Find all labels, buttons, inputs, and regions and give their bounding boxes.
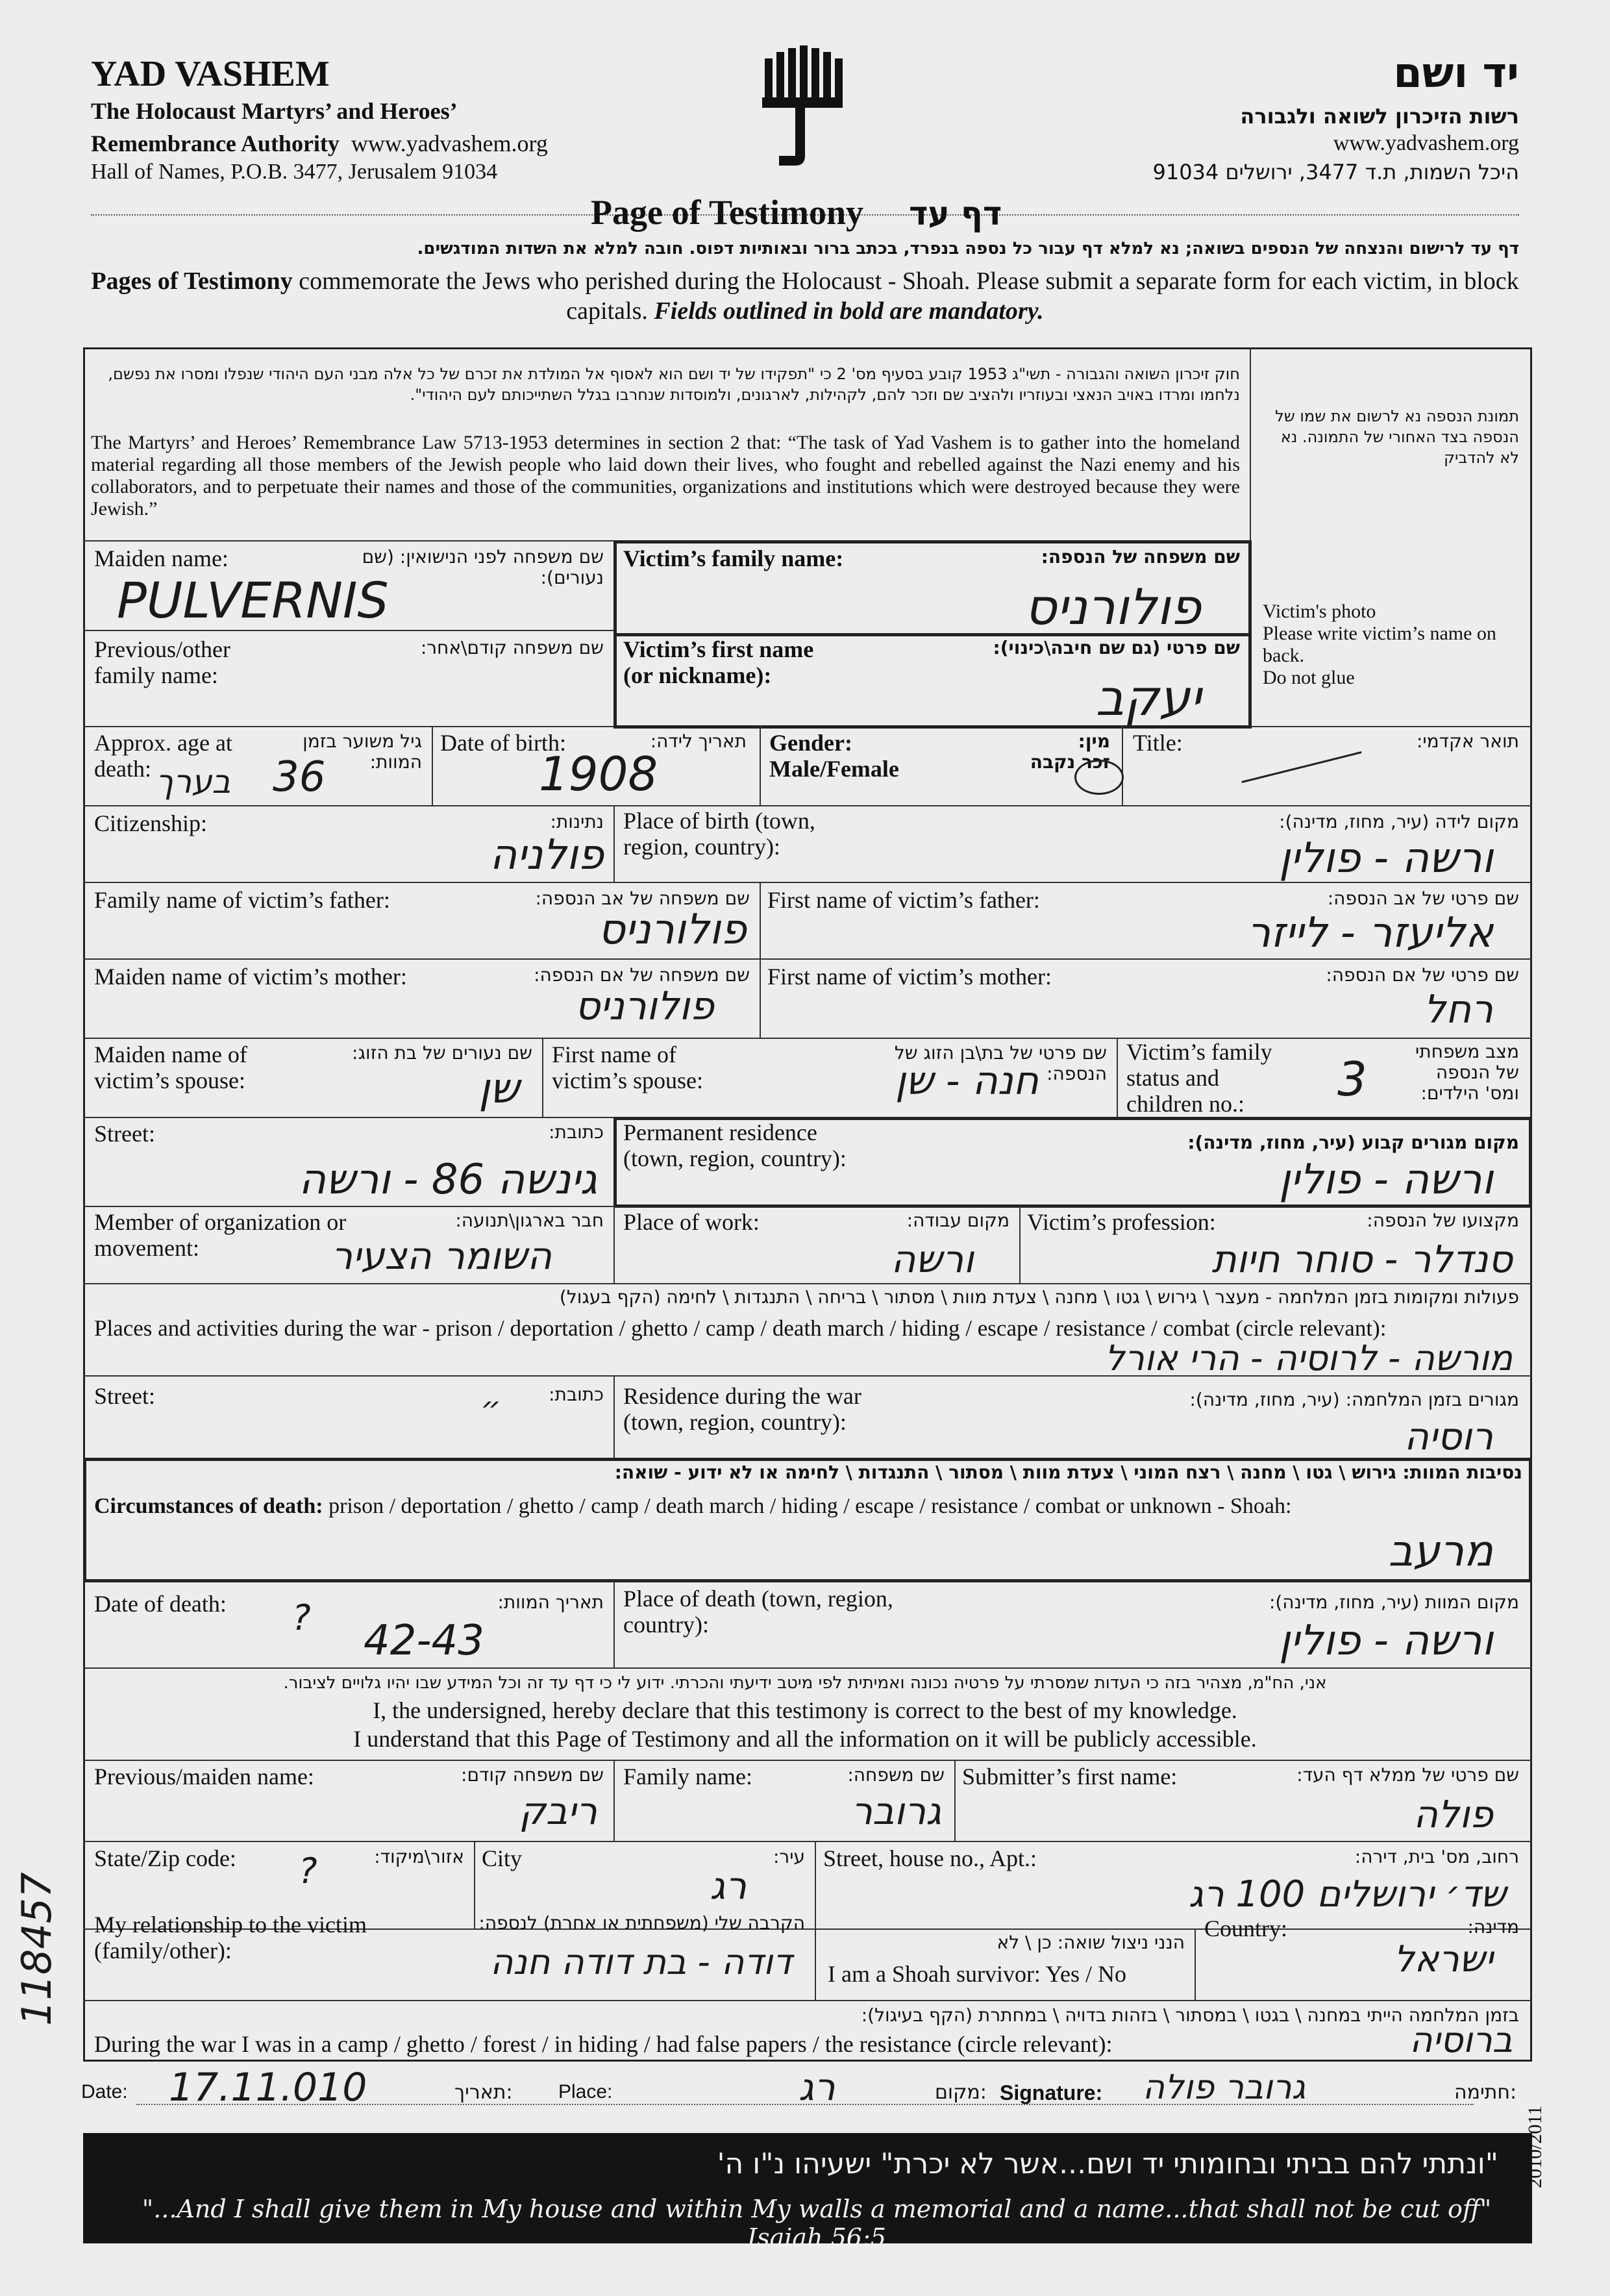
prev-family-label-he: שם משפחה קודם\אחר: (420, 637, 604, 658)
citizenship-value: פולניה (489, 831, 604, 879)
age-value: 36 (273, 753, 326, 801)
photo-note-he: תמונת הנספה נא לרשום את שמו של הנספה בצד האחורי של התמונה. נא לא להדביק (1275, 407, 1519, 467)
victim-first-label: Victim’s first name (or nickname): (623, 636, 814, 688)
submitter-war-label: During the war I was in a camp / ghetto / forest / in hiding / had false papers / the resistance (circle relevant): (94, 2031, 1113, 2057)
zip-value: ? (299, 1851, 317, 1891)
prev-family-label: Previous/other family name: (94, 636, 230, 688)
city-label: City (482, 1845, 523, 1871)
submitter-family-label-he: שם משפחה: (847, 1764, 945, 1786)
org-label: Member of organization or movement: (94, 1209, 347, 1261)
pod-value: ורשה - פולין (1278, 1617, 1493, 1665)
mother-maiden-label-he: שם משפחה של אם הנספה: (534, 964, 750, 986)
address-en: Hall of Names, P.O.B. 3477, Jerusalem 91034 (91, 160, 498, 184)
perm-res-label-he: מקום מגורים קבוע (עיר, מחוז, מדינה): (1187, 1132, 1519, 1153)
form-year: 2010/2011 (1524, 2105, 1546, 2188)
declaration-en: I, the undersigned, hereby declare that this testimony is correct to the best of my knowledge. I understand that this Page of Testimony and all the information on it will be publicly accessible. (353, 1697, 1257, 1752)
relationship-label: My relationship to the victim (family/other): (94, 1912, 367, 1964)
gender-circle-mark[interactable] (1074, 760, 1124, 795)
street-label-he: כתובת: (549, 1121, 604, 1143)
zip-label-he: אזור\מיקוד: (374, 1846, 464, 1867)
citizenship-label: Citizenship: (94, 810, 207, 836)
street-value: גינשה 86 - ורשה (299, 1156, 597, 1204)
spouse-first-label-he: שם פרטי של בת\בן הזוג של הנספה: (894, 1042, 1107, 1084)
quote-band (83, 2133, 1532, 2252)
victim-family-value: פולורניס (1024, 578, 1201, 636)
submitter-street-label: Street, house no., Apt.: (823, 1845, 1037, 1871)
work-label: Place of work: (623, 1209, 760, 1235)
gender-label-he: מין: זכר נקבה (1030, 730, 1110, 773)
submitter-prev-name-label: Previous/maiden name: (94, 1764, 314, 1790)
signature-label-he: חתימה: (1454, 2081, 1517, 2104)
submitter-prev-name-value: ריבק (519, 1789, 597, 1833)
law-en: The Martyrs’ and Heroes’ Remembrance Law 5713-1953 determines in section 2 that: “The task of Yad Vashem is to gather into the homeland material regarding all those members of the Jewish people who laid down their lives, who fought and rebelled against the Nazi enemy and his collaborators, and to perpetuate their names and those of the communities, organizations and institutions which were destroyed because they were Jewish.” (91, 432, 1240, 519)
dod-question-mark: ? (292, 1597, 311, 1638)
profession-value: סנדלר - סוחר חיות (1211, 1237, 1513, 1281)
father-family-value: פולורניס (598, 906, 747, 954)
intro-en: Pages of Testimony commemorate the Jews who perished during the Holocaust - Shoah. Please submit a separate form for each victim, in block capitals. Fields outlined in bold are mandatory. (91, 268, 1519, 325)
war-activities-value: מורשה - לרוסיה - הרי אורל (1104, 1338, 1513, 1379)
work-label-he: מקום עבודה: (906, 1210, 1009, 1231)
country-value: ישראל (1393, 1938, 1493, 1980)
submitter-first-label-he: שם פרטי של ממלא דף העד: (1296, 1764, 1519, 1786)
war-res-value: רוסיה (1404, 1414, 1493, 1458)
spouse-maiden-label: Maiden name of victim’s spouse: (94, 1042, 247, 1093)
place-value: רג (799, 2065, 836, 2109)
profession-label: Victim’s profession: (1027, 1209, 1216, 1235)
place-label: Place: (558, 2081, 613, 2103)
family-status-label-he: מצב משפחתי של הנספה ומס' הילדים: (1415, 1041, 1519, 1104)
relationship-label-he: הקרבה שלי (משפחתית או אחרת) לנספה: (478, 1912, 805, 1934)
org-label-he: חבר בארגון\תנועה: (455, 1210, 604, 1231)
war-res-label: Residence during the war (town, region, country): (623, 1383, 861, 1435)
victim-first-value: יעקב (1095, 669, 1201, 727)
father-first-label: First name of victim’s father: (767, 887, 1040, 913)
spouse-first-label: First name of victim’s spouse: (552, 1042, 703, 1093)
perm-res-value: ורשה - פולין (1278, 1156, 1493, 1204)
mother-first-label-he: שם פרטי של אם הנספה: (1326, 964, 1519, 986)
father-family-label: Family name of victim’s father: (94, 887, 390, 913)
father-first-label-he: שם פרטי של אב הנספה: (1327, 888, 1519, 909)
declaration-he: אני, הח"מ, מצהיר בזה כי העדות שמסרתי על פרטיה נכונה ואמיתית לפי מיטב ידיעתי והכרתי. ידוע לי כי דף עד זה וכל המידע שבו יהיו גלויים לציבור. (283, 1673, 1327, 1693)
menorah-logo (760, 45, 844, 175)
date-label: Date: (81, 2081, 128, 2103)
death-circ-label: Circumstances of death: prison / deportation / ghetto / camp / death march / hiding / escape / resistance / combat or unknown - Shoah: (94, 1494, 1292, 1518)
zip-label: State/Zip code: (94, 1845, 236, 1871)
submitter-prev-name-label-he: שם משפחה קודם: (461, 1764, 604, 1786)
title-label: Title: (1133, 730, 1183, 756)
pob-label: Place of birth (town, region, country): (623, 808, 815, 860)
father-first-value: אליעזר - לייזר (1247, 909, 1493, 957)
title-label-he: תואר אקדמי: (1416, 730, 1519, 752)
age-value-note: בערך (156, 763, 231, 801)
submitter-first-label: Submitter’s first name: (962, 1764, 1178, 1790)
street-label: Street: (94, 1121, 155, 1147)
form-title-he: דף עד (909, 195, 1002, 232)
war-street-label: Street: (94, 1383, 155, 1409)
age-label-he: גיל משוער בזמן המוות: (303, 730, 422, 773)
dod-value: 42-43 (364, 1617, 484, 1665)
submitter-war-value: ברוסיה (1409, 2019, 1513, 2060)
victim-family-label: Victim’s family name: (623, 545, 844, 571)
submitter-war-label-he: בזמן המלחמה הייתי במחנה \ בגטו \ במסתור \ בזהות בדויה \ במחתרת (הקף בעיגול): (861, 2004, 1519, 2026)
dod-label-he: תאריך המוות: (497, 1591, 604, 1613)
profession-label-he: מקצועו של הנספה: (1367, 1210, 1519, 1231)
org-name-en: YAD VASHEM (91, 54, 330, 94)
date-value: 17.11.010 (169, 2065, 367, 2110)
war-street-value: ״ (480, 1390, 502, 1427)
quote-en: "...And I shall give them in My house and within My walls a memorial and a name...that shall not be cut off" Isaiah 56:5 (142, 2195, 1492, 2252)
survivor-label: I am a Shoah survivor: Yes / No (828, 1961, 1126, 1987)
dod-label: Date of death: (94, 1591, 227, 1617)
quote-he: "ונתתי להם בביתי ובחומותי יד ושם...אשר לא יכרת" ישעיהו נ"ו ה' (717, 2147, 1498, 2180)
submitter-street-value: שד׳ ירושלים 100 רג (1188, 1873, 1506, 1915)
mother-first-value: רחל (1423, 987, 1493, 1032)
father-family-label-he: שם משפחה של אב הנספה: (535, 888, 750, 909)
address-he: היכל השמות, ת.ד 3477, ירושלים 91034 (1152, 160, 1519, 184)
pob-value: ורשה - פולין (1278, 834, 1493, 882)
submitter-first-value: פולה (1413, 1792, 1493, 1836)
victim-first-label-he: שם פרטי (גם שם חיבה\כינוי): (993, 637, 1240, 658)
country-label: Country: (1204, 1915, 1288, 1941)
dob-label: Date of birth: (440, 730, 566, 756)
victim-family-label-he: שם משפחה של הנספה: (1041, 546, 1240, 568)
maiden-name-label-he: שם משפחה לפני הנישואין: (שם נעורים): (362, 546, 604, 588)
org-name-he: יד ושם (1393, 49, 1519, 97)
citizenship-label-he: נתינות: (550, 811, 604, 832)
city-label-he: עיר: (773, 1846, 805, 1867)
work-value: ורשה (891, 1237, 974, 1281)
spouse-maiden-label-he: שם נעורים של בת הזוג: (352, 1042, 532, 1064)
spouse-maiden-value: שן (478, 1065, 519, 1113)
place-label-he: מקום: (935, 2081, 987, 2104)
war-activities-label: Places and activities during the war - prison / deportation / ghetto / camp / death march / hiding / escape / resistance / combat (circle relevant): (94, 1316, 1387, 1341)
pod-label: Place of death (town, region, country): (623, 1586, 893, 1638)
date-label-he: תאריך: (454, 2081, 513, 2104)
mother-maiden-value: פולורניס (575, 984, 714, 1029)
age-label: Approx. age at death: (94, 730, 232, 782)
dob-label-he: תאריך לידה: (650, 730, 747, 752)
dob-value: 1908 (539, 747, 658, 801)
intro-he: דף עד לרישום והנצחה של הנספים בשואה; נא למלא דף עבור כל נספה בנפרד, בכתב ברור ובאותיות דפוס. חובה למלא את השדות המודגשים. (417, 239, 1519, 258)
city-value: רג (710, 1864, 747, 1908)
org-sub-en-2: Remembrance Authority www.yadvashem.org (91, 131, 548, 156)
death-circ-value: מרעב (1388, 1526, 1493, 1576)
war-activities-label-he: פעולות ומקומות בזמן המלחמה - מעצר \ גירוש \ גטו \ מחנה \ צעדת מוות \ מסתור \ בריחה \ התנגדות \ לחימה (הקף בעגול) (559, 1286, 1519, 1308)
signature-value: גרובר פולה (1143, 2068, 1306, 2107)
country-label-he: מדינה: (1467, 1916, 1519, 1938)
maiden-name-label: Maiden name: (94, 545, 229, 571)
org-sub-he: רשות הזיכרון לשואה ולגבורה (1240, 104, 1519, 129)
family-status-value: 3 (1337, 1052, 1367, 1106)
gender-label: Gender: Male/Female (769, 730, 899, 782)
pod-label-he: מקום המוות (עיר, מחוז, מדינה): (1269, 1591, 1519, 1613)
mother-first-label: First name of victim’s mother: (767, 964, 1052, 990)
signature-label: Signature: (1000, 2081, 1103, 2104)
website-right: www.yadvashem.org (1333, 131, 1519, 155)
maiden-name-value: PULVERNIS (117, 571, 389, 629)
form-title-en: Page of Testimony (591, 193, 864, 232)
org-value: השומר הצעיר (331, 1234, 552, 1278)
relationship-value: דודה - בת דודה חנה (490, 1941, 792, 1982)
mother-maiden-label: Maiden name of victim’s mother: (94, 964, 407, 990)
war-res-label-he: מגורים בזמן המלחמה: (עיר, מחוז, מדינה): (1189, 1389, 1519, 1410)
family-status-label: Victim’s family status and children no.: (1126, 1039, 1272, 1117)
submitter-street-label-he: רחוב, מס' בית, דירה: (1354, 1846, 1519, 1867)
submitter-family-value: גרובר (851, 1789, 941, 1833)
law-he: חוק זיכרון השואה והגבורה - תשי"ג 1953 קובע בסעיף מס' 2 כי "תפקידו של יד ושם הוא לאסוף אל המולדת את זכרם של כל אלה מבני העם היהודי שנפלו ומסרו את נפשם, נלחמו ומרדו באויב הנאצי ובעוזריו ולהציב שם וזכר להם, לקהילות, לארגונים, ולמוסדות שנחרבו בגלל השתייכותם לעם היהודי". (108, 365, 1240, 404)
perm-res-label: Permanent residence (town, region, country): (623, 1119, 847, 1171)
war-street-label-he: כתובת: (549, 1384, 604, 1405)
submitter-family-label: Family name: (623, 1764, 752, 1790)
survivor-label-he: הנני ניצול שואה: כן \ לא (997, 1932, 1185, 1953)
death-circ-label-he: נסיבות המוות: גירוש \ גטו \ מחנה \ רצח המוני \ צעדת מוות \ מסתור \ התנגדות \ לחימה או לא ידוע - שואה: (614, 1462, 1522, 1483)
photo-note-en: Victim's photo Please write victim’s name on back. Do not glue (1263, 601, 1496, 688)
pob-label-he: מקום לידה (עיר, מחוז, מדינה): (1279, 811, 1519, 832)
spouse-first-value: חנה - שן (895, 1058, 1039, 1104)
margin-handwritten-number: 118457 (13, 1872, 60, 2026)
org-sub-en-1: The Holocaust Martyrs’ and Heroes’ (91, 98, 458, 124)
